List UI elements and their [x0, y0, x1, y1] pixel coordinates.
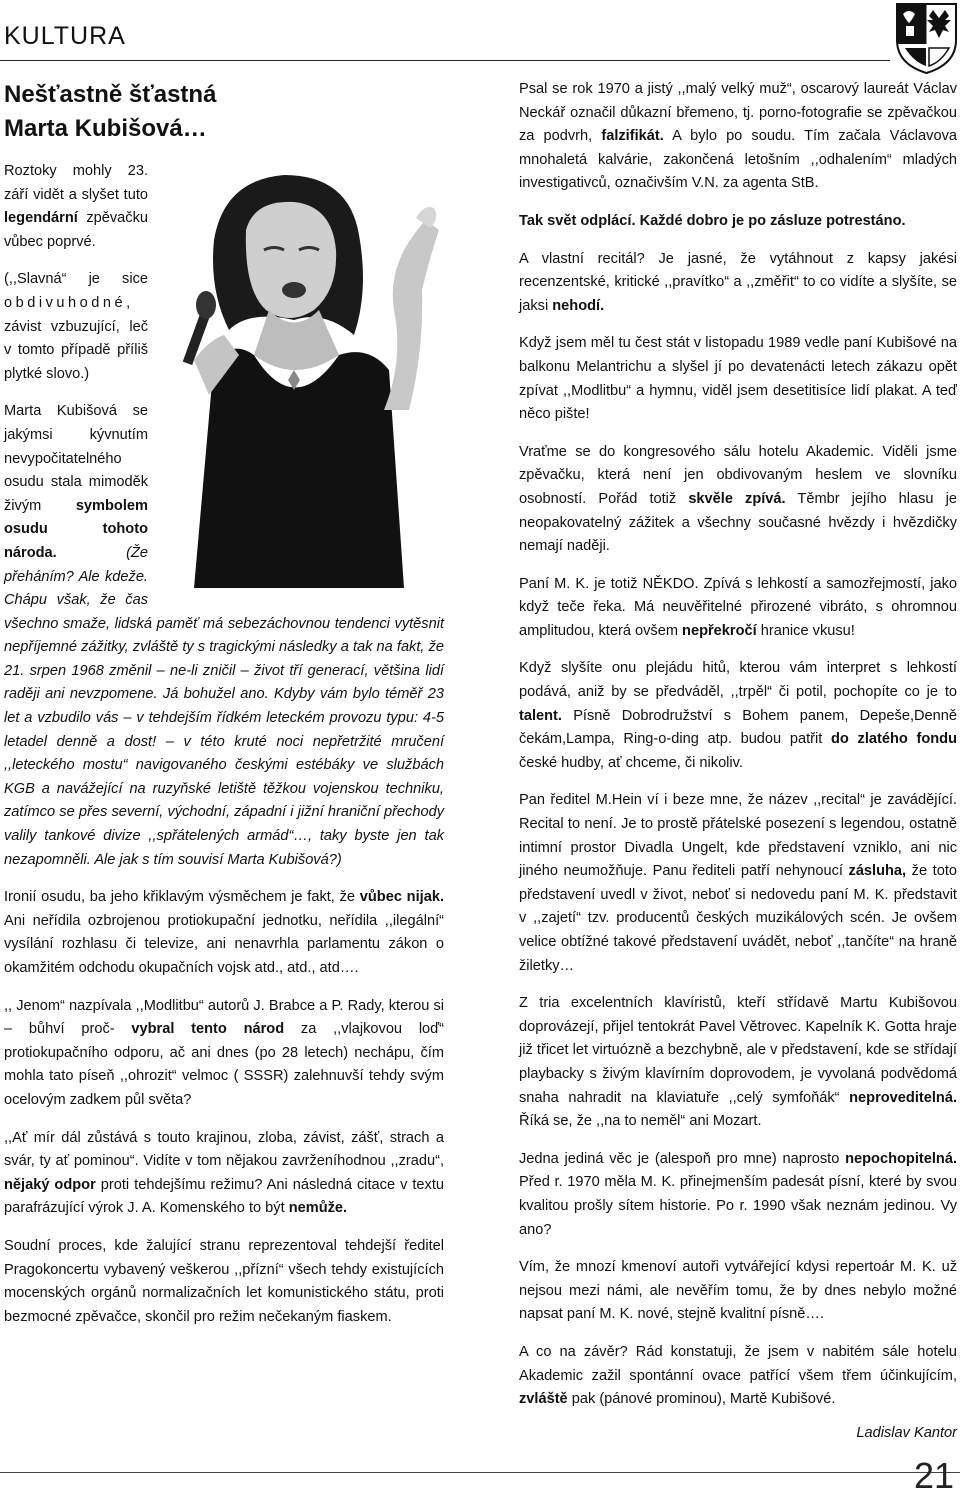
right-paragraph-10: Jedna jediná věc je (alespoň pro mne) naprosto nepochopitelná. Před r. 1970 měla M. K. přinejmenším padesát písní, které by svou kvalitou prošly sítem historie. Po r. 1990 však neznám jedinou. Vy ano?: [519, 1150, 957, 1238]
title-line-1: Nešťastně šťastná: [4, 81, 217, 108]
left-paragraph-5: ,, Jenom“ nazpívala ,,Modlitbu“ autorů J. Brabce a P. Rady, kterou si – bůhví proč- vybral tento národ za ,,vlajkovou loď“ protiokupačního odporu, ač ani dnes (po 28 letech) nechápu, čím mohla tato píseň ,,ohrozit“ velmoc ( SSSR) zalehnuvší tehdy svým ocelovým zadkem půl světa?: [4, 997, 445, 1108]
right-paragraph-3: A vlastní recitál? Je jasné, že vytáhnout z kapsy jakési recenzentské, kritické ,,pravítko“ a ,,změřit“ to co vidíte a slyšíte, se jaksi nehodí.: [519, 250, 957, 314]
right-paragraph-9: Z tria excelentních klavíristů, kteří střídavě Martu Kubišovou doprovázejí, přijel tentokrát Pavel Větrovec. Kapelník K. Gotta hraje již třicet let virtuózně a bezchybně, ale v představení, kde se střídají playbacky s živým klavírním doprovodem, je vyvolaná podvědomá snaha nahradit na klaviatuře ,,celý symfoňák“ neproveditelná. Říká se, že ,,na to neměl“ ani Mozart.: [519, 995, 957, 1130]
section-label: KULTURA: [4, 22, 126, 50]
footer-divider: [0, 1472, 960, 1473]
left-paragraph-6: ,,Ať mír dál zůstává s touto krajinou, zloba, závist, zášť, strach a svár, ty ať pominou“. Vidíte v tom nějakou zavrženíhodnou ,,zradu“, nějaký odpor proti tehdejšímu režimu? Ani následná citace v textu parafrázující výrok J. A. Komenského to být nemůže.: [4, 1129, 445, 1217]
header-divider: [0, 60, 890, 61]
right-paragraph-4: Když jsem měl tu čest stát v listopadu 1989 vedle paní Kubišové na balkonu Melantrichu a slyšel jí po devatenácti letech zákazu opět zpívat ,,Modlitbu“ a hymnu, viděl jsem desetitisíce lidí plakat. A teď něco pište!: [519, 335, 957, 423]
left-paragraph-7: Soudní proces, kde žalující stranu reprezentoval tehdejší ředitel Pragokoncertu vybavený veškerou ,,přízní“ všech tehdy existujících mocenských orgánů normalizačních let komunistického státu, proti bezmocné zpěvačce, skončil pro režim nečekaným fiaskem.: [4, 1237, 444, 1325]
left-paragraph-4: Ironií osudu, ba jeho křiklavým výsměchem je fakt, že vůbec nijak. Ani neřídila ozbrojenou protiokupační jednotku, neřídila ,,ilegální“ vysílání rozhlasu či televize, ani nenavrhla parlamentu zákon o okamžitém odchodu okupačních vojsk atd., atd., atd….: [4, 889, 444, 976]
right-paragraph-1: Psal se rok 1970 a jistý ,,malý velký muž“, oscarový laureát Václav Neckář označil důkazní břemeno, tj. porno-fotografie se zpěvačkou za podvrh, falzifikát. A bylo po soudu. Tím začala Václavova mnohaletá kalvárie, zakončená letošním ,,odhalením“ mladých investigativců, označivším V.N. za agenta StB.: [519, 81, 957, 192]
title-line-2: Marta Kubišová…: [4, 115, 207, 142]
singer-photo: [154, 160, 444, 588]
article-title: [4, 78, 444, 146]
left-paragraph-3: Marta Kubišová se jakýmsi kývnutím nevypočitatelného osudu stala mimoděk živým symbolem osudu tohoto národa. (Že přeháním? Ale kdeže. Chápu však, že čas všechno smaže, lidská paměť má sebezáchovnou tendenci vytěsnit nepříjemné zážitky, zvláště ty s tragickými následky a tak na fakt, že 21. srpen 1968 změnil – ne-li zničil – život tří generací, většina lidí raději ani nevzpomene. Já bohužel ano. Kdyby vám bylo téměř 23 let a vzbudilo vás – v tehdejším řídkém leteckém provozu typu: 4-5 letadel denně a dost! – v této kruté noci nepřetržité mručení ,,leteckého mostu“ navigovaného českými estébáky ve službách KGB a navážející na ruzyňské letiště těžkou vojenskou techniku, zatímco se přes severní, východní, západní i jižní hraniční přechody valily tankové divize ,,spřátelených armád“…, taky byste jen tak nezapomněli. Ale jak s tím souvisí Marta Kubišová?): [4, 403, 444, 868]
crest-icon: [893, 0, 960, 75]
town-crest-logo: [893, 0, 960, 75]
right-paragraph-12: A co na závěr? Rád konstatuji, že jsem v nabitém sále hotelu Akademic zažil spontánní ovace patřící všem třem účinkujícím, zvláště pak (pánové prominou), Martě Kubišové.: [519, 1343, 957, 1408]
right-paragraph-2: Tak svět odplácí. Každé dobro je po zásluze potrestáno.: [519, 212, 906, 229]
left-column: [4, 78, 444, 1343]
author-byline: Ladislav Kantor: [856, 1424, 957, 1441]
right-paragraph-7: Když slyšíte onu plejádu hitů, kterou vám interpret s lehkostí podává, aniž by se předváděl, ,,trpěl“ či potil, pochopíte co je to talent. Písně Dobrodružství s Bohem panem, Depeše,Denně čekám,Lampa, Ring-o-ding atp. budou patřit do zlatého fondu české hudby, ať chceme, či nikoliv.: [519, 660, 958, 771]
right-paragraph-5: Vraťme se do kongresového sálu hotelu Akademic. Viděli jsme zpěvačku, která není jen obdivovaným heslem ve slovníku osobností. Pořád totiž skvěle zpívá. Těmbr jejího hlasu je neopakovatelný zážitek a všechny současné hvězdy i hvězdičky nemají naději.: [519, 443, 957, 555]
right-column: [519, 78, 957, 1459]
left-paragraph-1: Roztoky mohly 23. září vidět a slyšet tuto legendární zpěvačku vůbec poprvé.: [4, 163, 148, 250]
left-paragraph-2: (,,Slavná“ je sice obdivuhodné, závist vzbuzující, leč v tomto případě příliš plytké slovo.): [4, 271, 148, 382]
right-paragraph-8: Pan ředitel M.Hein ví i beze mne, že název ,,recital“ je zavádějící. Recital to není. Je to prostě přátelské posezení s legendou, ostatně intimní prostor Divadla Ungelt, kde představení vzniklo, ani nic jiného neumožňuje. Panu řediteli patří nehynoucí zásluha, že toto představení uvedl v život, neboť si nedovedu paní M. K. představit v ,,zajetí“ tzv. producentů českých muzikálových scén. Je ovšem velice obtížné takové představení uvádět, neboť ,,tančíte“ na hraně žiletky…: [519, 792, 957, 974]
singer-photo-image: [154, 160, 444, 588]
right-paragraph-6: Paní M. K. je totiž NĚKDO. Zpívá s lehkostí a samozřejmostí, jako když teče řeka. Má neuvěřitelné přirozené vibráto, s ohromnou amplitudou, která ovšem nepřekročí hranice vkusu!: [519, 575, 957, 639]
right-paragraph-11: Vím, že mnozí kmenoví autoři vytvářející kdysi repertoár M. K. už nejsou mezi námi, ale nevěřím tomu, že by dnes nebylo možné napsat paní M. K. nové, stejně kvalitní písně….: [519, 1259, 957, 1323]
page-number: 21: [913, 1455, 954, 1496]
